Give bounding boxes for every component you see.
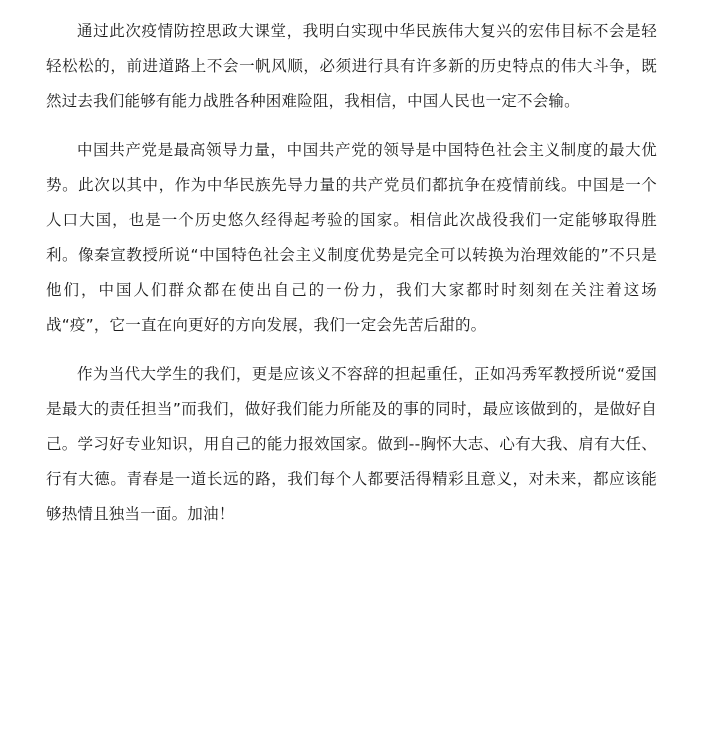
paragraph-3: 作为当代大学生的我们，更是应该义不容辞的担起重任，正如冯秀军教授所说“爱国是最大的责任担当”而我们，做好我们能力所能及的事的同时，最应该做到的，是做好自己。学习好专业知识，用自己的能力报效国家。做到--胸怀大志、心有大我、肩有大任、行有大德。青春是一道长远的路，我们每个人都要活得精彩且意义，对未来，都应该能够热情且独当一面。加油！	[46, 365, 657, 523]
paragraph-1: 通过此次疫情防控思政大课堂，我明白实现中华民族伟大复兴的宏伟目标不会是轻轻松松的，前进道路上不会一帆风顺，必须进行具有许多新的历史特点的伟大斗争，既然过去我们能够有能力战胜各种困难险阻，我相信，中国人民也一定不会输。	[46, 22, 657, 110]
document-body	[46, 14, 657, 532]
paragraph-2: 中国共产党是最高领导力量，中国共产党的领导是中国特色社会主义制度的最大优势。此次以其中，作为中华民族先导力量的共产党员们都抗争在疫情前线。中国是一个人口大国，也是一个历史悠久经得起考验的国家。相信此次战役我们一定能够取得胜利。像秦宣教授所说“中国特色社会主义制度优势是完全可以转换为治理效能的”不只是他们，中国人们群众都在使出自己的一份力，我们大家都时时刻刻在关注着这场战“疫”，它一直在向更好的方向发展，我们一定会先苦后甜的。	[46, 141, 657, 334]
